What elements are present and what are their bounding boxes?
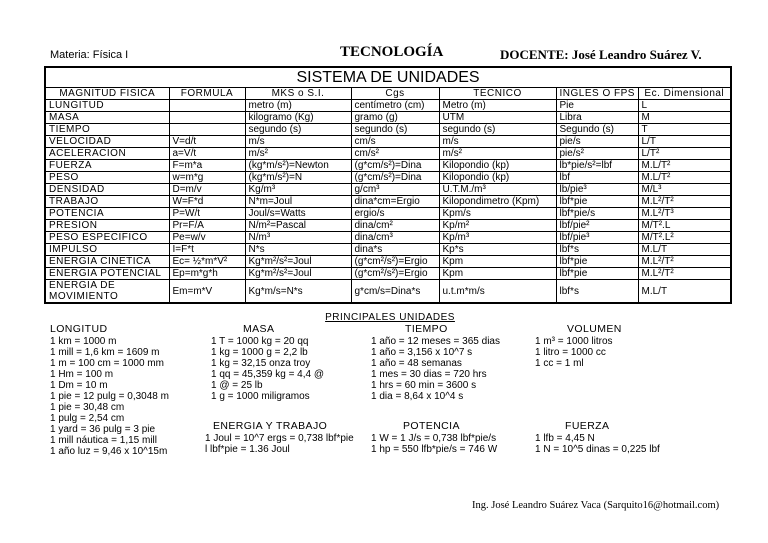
table-cell: cm/s² xyxy=(351,148,439,160)
table-cell: M xyxy=(638,112,731,124)
table-cell: DENSIDAD xyxy=(45,184,169,196)
table-cell: g/cm³ xyxy=(351,184,439,196)
table-cell: UTM xyxy=(439,112,556,124)
table-cell: M.L²/T² xyxy=(638,196,731,208)
table-cell: gramo (g) xyxy=(351,112,439,124)
table-cell: Pe=w/v xyxy=(169,232,245,244)
tiempo-heading: TIEMPO xyxy=(405,323,448,335)
table-cell: N*s xyxy=(245,244,351,256)
unit-conversion-line: 1 N = 10^5 dinas = 0,225 lbf xyxy=(535,444,660,455)
table-cell: segundo (s) xyxy=(245,124,351,136)
table-cell: VELOCIDAD xyxy=(45,136,169,148)
table-cell: u.t.m*m/s xyxy=(439,280,556,304)
table-cell: U.T.M./m³ xyxy=(439,184,556,196)
table-cell: Kpm/s xyxy=(439,208,556,220)
potencia-block xyxy=(371,421,497,455)
table-cell: Kpm xyxy=(439,256,556,268)
table-cell: N/m³ xyxy=(245,232,351,244)
column-header: INGLES O FPS xyxy=(556,88,638,100)
units-system-table xyxy=(44,66,732,304)
table-cell: LUNGITUD xyxy=(45,100,169,112)
table-row xyxy=(45,220,731,232)
unit-conversion-line: 1 año luz = 9,46 x 10^15m xyxy=(50,446,168,457)
volumen-lines xyxy=(535,336,622,369)
table-cell: Metro (m) xyxy=(439,100,556,112)
table-cell: L/T xyxy=(638,136,731,148)
column-header: Cgs xyxy=(351,88,439,100)
table-cell: lbf*s xyxy=(556,280,638,304)
fuerza-lines xyxy=(535,433,660,455)
table-cell: M.L²/T² xyxy=(638,256,731,268)
table-cell: lbf*pie xyxy=(556,256,638,268)
unit-conversion-line: 1 qq = 45,359 kg = 4,4 @ xyxy=(211,369,325,380)
unit-conversion-line: 1 Hm = 100 m xyxy=(50,369,114,380)
table-cell: w=m*g xyxy=(169,172,245,184)
table-cell: T xyxy=(638,124,731,136)
unit-conversion-line: 1 año = 48 semanas xyxy=(371,358,462,369)
table-cell: ENERGIA CINETICA xyxy=(45,256,169,268)
table-cell: Kg*m/s=N*s xyxy=(245,280,351,304)
table-cell: I=F*t xyxy=(169,244,245,256)
table-cell: g*cm/s=Dina*s xyxy=(351,280,439,304)
unit-conversion-line: 1 mes = 30 dias = 720 hrs xyxy=(371,369,487,380)
table-cell: M/L³ xyxy=(638,184,731,196)
table-cell: lb*pie/s²=lbf xyxy=(556,160,638,172)
table-cell: lbf*s xyxy=(556,244,638,256)
column-header: MAGNITUD FISICA xyxy=(45,88,169,100)
table-cell: (kg*m/s²)=N xyxy=(245,172,351,184)
energia-heading: ENERGIA Y TRABAJO xyxy=(213,420,328,432)
unit-conversion-line: 1 litro = 1000 cc xyxy=(535,347,606,358)
table-cell: dina*cm=Ergio xyxy=(351,196,439,208)
potencia-heading: POTENCIA xyxy=(403,420,460,432)
unit-conversion-line: 1 m³ = 1000 litros xyxy=(535,336,613,347)
table-cell: ergio/s xyxy=(351,208,439,220)
table-cell xyxy=(169,100,245,112)
table-cell: PESO ESPECIFICO xyxy=(45,232,169,244)
table-cell: FUERZA xyxy=(45,160,169,172)
table-cell: M.L²/T³ xyxy=(638,208,731,220)
table-cell: M.L/T xyxy=(638,280,731,304)
table-cell: pie/s xyxy=(556,136,638,148)
teacher-label: DOCENTE: José Leandro Suárez V. xyxy=(500,47,702,62)
table-cell: D=m/v xyxy=(169,184,245,196)
unit-conversion-line: 1 año = 3,156 x 10^7 s xyxy=(371,347,473,358)
author-footer: Ing. José Leandro Suárez Vaca (Sarquito16@hotmail.com) xyxy=(472,500,720,511)
unit-conversion-line: 1 mill = 1,6 km = 1609 m xyxy=(50,347,160,358)
table-cell: Pr=F/A xyxy=(169,220,245,232)
unit-conversion-line: 1 kg = 32,15 onza troy xyxy=(211,358,311,369)
volumen-heading: VOLUMEN xyxy=(567,323,622,335)
masa-heading: MASA xyxy=(243,323,275,335)
table-cell: L xyxy=(638,100,731,112)
table-cell: m/s² xyxy=(245,148,351,160)
table-cell: Kg*m²/s²=Joul xyxy=(245,268,351,280)
table-cell: N*m=Joul xyxy=(245,196,351,208)
fuerza-block xyxy=(535,421,660,455)
table-cell: m/s² xyxy=(439,148,556,160)
table-row xyxy=(45,124,731,136)
table-caption: SISTEMA DE UNIDADES xyxy=(45,67,731,88)
table-cell: IMPULSO xyxy=(45,244,169,256)
table-cell: PESO xyxy=(45,172,169,184)
table-cell: centímetro (cm) xyxy=(351,100,439,112)
unit-conversion-line: 1 Joul = 10^7 ergs = 0,738 lbf*pie xyxy=(205,433,354,444)
unit-conversion-line: 1 kg = 1000 g = 2,2 lb xyxy=(211,347,308,358)
unit-conversion-line: 1 W = 1 J/s = 0,738 lbf*pie/s xyxy=(371,433,497,444)
table-cell: TIEMPO xyxy=(45,124,169,136)
table-cell: F=m*a xyxy=(169,160,245,172)
table-row xyxy=(45,256,731,268)
table-row xyxy=(45,268,731,280)
table-row xyxy=(45,100,731,112)
unit-conversion-line: 1 yard = 36 pulg = 3 pie xyxy=(50,424,156,435)
table-cell: Kg/m³ xyxy=(245,184,351,196)
table-cell: lbf/pie² xyxy=(556,220,638,232)
table-cell: (g*cm/s²)=Dina xyxy=(351,160,439,172)
table-cell: MASA xyxy=(45,112,169,124)
table-cell: metro (m) xyxy=(245,100,351,112)
table-row xyxy=(45,244,731,256)
unit-conversion-line: 1 g = 1000 miligramos xyxy=(211,391,310,402)
table-cell: Kilopondio (kp) xyxy=(439,160,556,172)
longitud-heading: LONGITUD xyxy=(50,323,108,335)
table-cell: lb/pie³ xyxy=(556,184,638,196)
table-cell: Joul/s=Watts xyxy=(245,208,351,220)
table-cell: lbf xyxy=(556,172,638,184)
unit-conversion-line: 1 pie = 12 pulg = 0,3048 m xyxy=(50,391,169,402)
energia-lines xyxy=(205,433,354,455)
table-cell: M.L²/T² xyxy=(638,268,731,280)
table-cell: lbf*pie xyxy=(556,268,638,280)
table-cell: Kpm xyxy=(439,268,556,280)
table-cell: segundo (s) xyxy=(351,124,439,136)
unit-conversion-line: 1 año = 12 meses = 365 dias xyxy=(371,336,500,347)
table-body xyxy=(45,100,731,304)
unit-conversion-line: 1 hrs = 60 min = 3600 s xyxy=(371,380,477,391)
column-header: TECNICO xyxy=(439,88,556,100)
unit-conversion-line: 1 @ = 25 lb xyxy=(211,380,263,391)
column-header: Ec. Dimensional xyxy=(638,88,731,100)
table-cell: (g*cm/s²)=Dina xyxy=(351,172,439,184)
table-cell: ENERGIA DE MOVIMIENTO xyxy=(45,280,169,304)
table-cell: M.L/T xyxy=(638,244,731,256)
unit-conversion-line: 1 km = 1000 m xyxy=(50,336,117,347)
table-row xyxy=(45,172,731,184)
table-cell: ENERGIA POTENCIAL xyxy=(45,268,169,280)
table-row xyxy=(45,208,731,220)
table-cell: M.L/T² xyxy=(638,160,731,172)
subject-label: Materia: Física I xyxy=(50,49,129,61)
table-row xyxy=(45,148,731,160)
unit-conversion-line: 1 lfb = 4,45 N xyxy=(535,433,595,444)
table-row xyxy=(45,136,731,148)
table-cell: Libra xyxy=(556,112,638,124)
table-cell: dina/cm² xyxy=(351,220,439,232)
table-cell: M.L/T² xyxy=(638,172,731,184)
table-cell: Pie xyxy=(556,100,638,112)
unit-conversion-line: 1 m = 100 cm = 1000 mm xyxy=(50,358,164,369)
table-cell: Em=m*V xyxy=(169,280,245,304)
table-cell: (g*cm²/s²)=Ergio xyxy=(351,256,439,268)
table-cell: m/s xyxy=(245,136,351,148)
masa-lines xyxy=(211,336,324,402)
table-cell: Ec= ½*m*V² xyxy=(169,256,245,268)
table-cell: lbf/pie³ xyxy=(556,232,638,244)
unit-conversion-line: 1 pie = 30,48 cm xyxy=(50,402,125,413)
table-cell: dina/cm³ xyxy=(351,232,439,244)
table-row xyxy=(45,160,731,172)
energia-block xyxy=(205,421,354,455)
table-cell: P=W/t xyxy=(169,208,245,220)
table-cell: M/T².L xyxy=(638,220,731,232)
unit-conversion-line: 1 hp = 550 lfb*pie/s = 746 W xyxy=(371,444,498,455)
table-cell: Kg*m²/s²=Joul xyxy=(245,256,351,268)
unit-conversion-line: 1 cc = 1 ml xyxy=(535,358,584,369)
table-cell: M/T².L² xyxy=(638,232,731,244)
table-cell: segundo (s) xyxy=(439,124,556,136)
table-cell: Kp/m³ xyxy=(439,232,556,244)
unit-conversion-line: l lbf*pie = 1.36 Joul xyxy=(205,444,290,455)
tiempo-lines xyxy=(371,336,500,402)
document-title: TECNOLOGÍA xyxy=(340,44,444,60)
table-row xyxy=(45,184,731,196)
table-cell: pie/s² xyxy=(556,148,638,160)
table-row xyxy=(45,232,731,244)
unit-conversion-line: 1 Dm = 10 m xyxy=(50,380,108,391)
unit-conversion-line: 1 dia = 8,64 x 10^4 s xyxy=(371,391,464,402)
table-cell: dina*s xyxy=(351,244,439,256)
table-cell: Segundo (s) xyxy=(556,124,638,136)
table-cell: V=d/t xyxy=(169,136,245,148)
volumen-block xyxy=(535,324,622,369)
potencia-lines xyxy=(371,433,497,455)
table-header-row xyxy=(45,88,731,100)
table-cell: Ep=m*g*h xyxy=(169,268,245,280)
table-row xyxy=(45,196,731,208)
main-units-title: PRINCIPALES UNIDADES xyxy=(325,312,455,323)
table-cell: N/m²=Pascal xyxy=(245,220,351,232)
longitud-lines xyxy=(50,336,169,457)
unit-conversion-line: 1 mill náutica = 1,15 mill xyxy=(50,435,157,446)
masa-block xyxy=(211,324,324,402)
table-cell: m/s xyxy=(439,136,556,148)
table-cell: Kp*s xyxy=(439,244,556,256)
table-cell xyxy=(169,124,245,136)
tiempo-block xyxy=(371,324,500,402)
table-cell: W=F*d xyxy=(169,196,245,208)
table-cell: lbf*pie/s xyxy=(556,208,638,220)
column-header: MKS o S.I. xyxy=(245,88,351,100)
longitud-block xyxy=(50,324,169,457)
table-cell xyxy=(169,112,245,124)
table-cell: (kg*m/s²)=Newton xyxy=(245,160,351,172)
table-cell: kilogramo (Kg) xyxy=(245,112,351,124)
table-cell: POTENCIA xyxy=(45,208,169,220)
unit-conversion-line: 1 pulg = 2,54 cm xyxy=(50,413,125,424)
table-cell: TRABAJO xyxy=(45,196,169,208)
table-cell: L/T² xyxy=(638,148,731,160)
table-cell: ACELERACION xyxy=(45,148,169,160)
table-cell: PRESION xyxy=(45,220,169,232)
table-cell: cm/s xyxy=(351,136,439,148)
unit-conversion-line: 1 T = 1000 kg = 20 qq xyxy=(211,336,309,347)
table-cell: (g*cm²/s²)=Ergio xyxy=(351,268,439,280)
table-row xyxy=(45,112,731,124)
table-cell: Kp/m² xyxy=(439,220,556,232)
table-cell: lbf*pie xyxy=(556,196,638,208)
fuerza-heading: FUERZA xyxy=(565,420,610,432)
table-cell: Kilopondio (kp) xyxy=(439,172,556,184)
column-header: FORMULA xyxy=(169,88,245,100)
table-cell: Kilopondimetro (Kpm) xyxy=(439,196,556,208)
table-row xyxy=(45,280,731,304)
table-cell: a=V/t xyxy=(169,148,245,160)
